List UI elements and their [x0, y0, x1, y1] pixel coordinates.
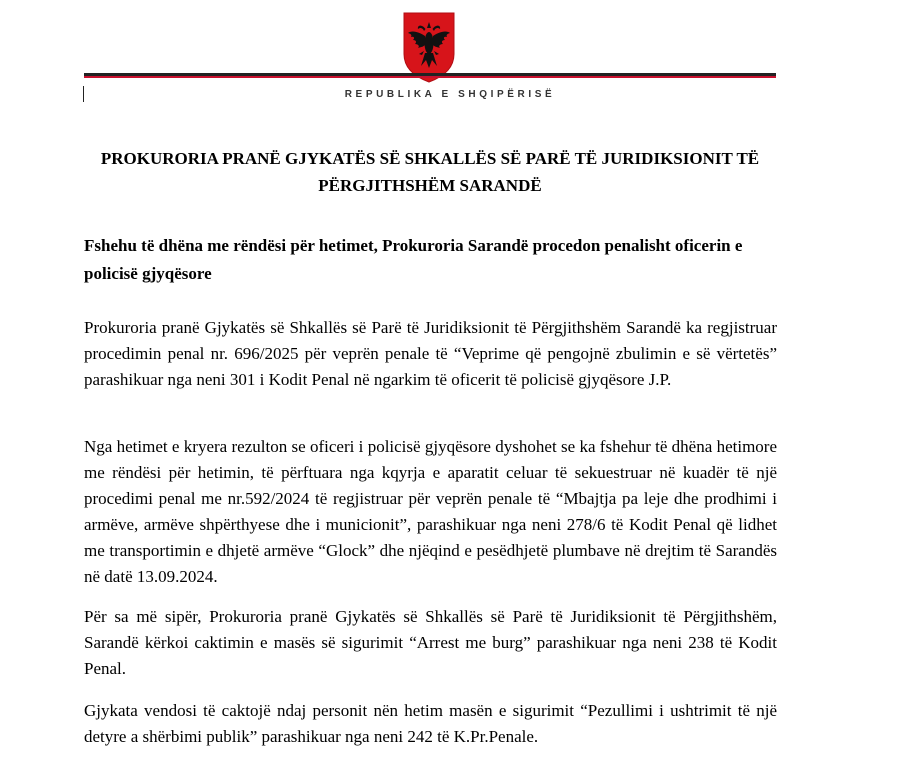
paragraph-4: Gjykata vendosi të caktojë ndaj personit nën hetim masën e sigurimit “Pezullimi i ushtrimit të një detyre a shërbimi publik” parashikuar nga neni 242 të K.Pr.Penale.: [84, 701, 777, 746]
paragraph-3: Për sa më sipër, Prokuroria pranë Gjykatës së Shkallës së Parë të Juridiksionit të Përgjithshëm, Sarandë kërkoi caktimin e masës së sigurimit “Arrest me burg” parashikuar nga neni 238 të Kodit Penal.: [84, 607, 777, 678]
paragraph-1: Prokuroria pranë Gjykatës së Shkallës së Parë të Juridiksionit të Përgjithshëm Sarandë ka regjistruar procedimin penal nr. 696/2025 për veprën penale të “Veprime që pengojnë zbulimin e së vërtetës” parashikuar nga neni 301 i Kodit Penal në ngarkim të oficerit të policisë gjyqësore J.P.: [84, 318, 777, 389]
paragraph-2: Nga hetimet e kryera rezulton se oficeri i policisë gjyqësore dyshohet se ka fshehur të dhëna hetimore me rëndësi për hetimin, të përftuara nga kqyrja e aparatit celuar të sekuestruar në kuadër të një procedimi penal me nr.592/2024 të regjistruar për veprën penale të “Mbajtja pa leje dhe prodhimi i armëve, armëve shpërthyese dhe i municionit”, parashikuar nga neni 278/6 të Kodit Penal që lidhet me transportimin e dhjetë armëve “Glock” dhe njëqind e pesëdhjetë plumbave në drejtim të Sarandës në datë 13.09.2024.: [84, 437, 777, 586]
country-name: REPUBLIKA E SHQIPËRISË: [344, 89, 556, 100]
letterhead-rule-red: [84, 76, 776, 78]
article-headline: Fshehu të dhëna me rëndësi për hetimet, Prokuroria Sarandë procedon penalisht oficerin e policisë gjyqësore: [84, 236, 743, 283]
institution-title: PROKURORIA PRANË GJYKATËS SË SHKALLËS SË PARË TË JURIDIKSIONIT TË PËRGJITHSHËM SARANDË: [100, 149, 760, 195]
letterhead: [0, 0, 900, 110]
